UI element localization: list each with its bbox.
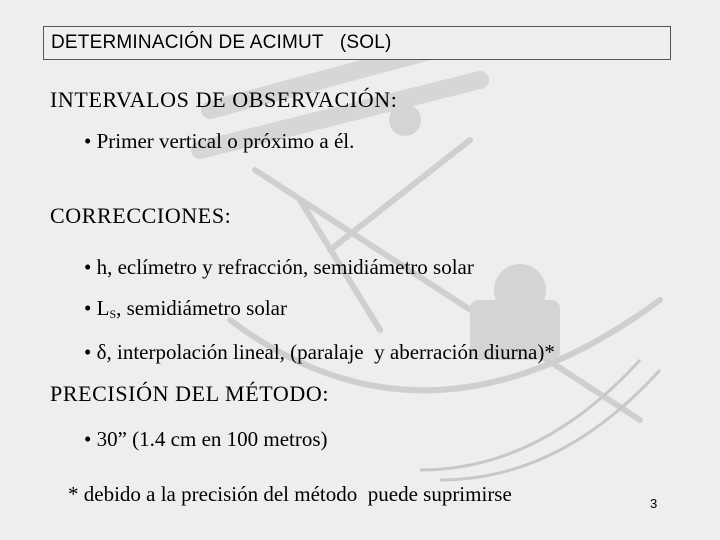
bullet-eclimetro: • h, eclímetro y refracción, semidiámetro solar [84, 255, 474, 279]
page-number: 3 [650, 496, 658, 511]
bullet-primer-vertical: • Primer vertical o próximo a él. [84, 129, 355, 153]
footnote: * debido a la precisión del método puede suprimirse [68, 482, 512, 506]
slide-title: DETERMINACIÓN DE ACIMUT (SOL) [51, 32, 392, 53]
bullet-ls-subscript: S [109, 307, 117, 321]
heading-correcciones: CORRECCIONES: [50, 203, 232, 228]
heading-intervalos: INTERVALOS DE OBSERVACIÓN: [50, 87, 398, 112]
bullet-ls-prefix: • L [84, 296, 110, 320]
bullet-ls-suffix: , semidiámetro solar [116, 296, 287, 320]
bullet-delta-interpolacion: • δ, interpolación lineal, (paralaje y aberración diurna)* [84, 340, 555, 364]
bullet-ls-semidiametro [84, 296, 287, 322]
heading-precision: PRECISIÓN DEL MÉTODO: [50, 381, 330, 406]
bullet-30-segundos: • 30” (1.4 cm en 100 metros) [84, 427, 328, 451]
slide-title-box [43, 26, 671, 60]
